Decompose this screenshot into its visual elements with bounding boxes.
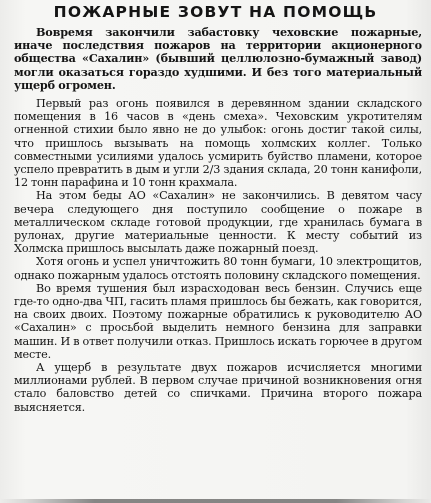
article-paragraph: Первый раз огонь появился в деревянном здании складского помещения в 16 часов в «день смеха». Чеховским укротителям огненной стихии было явно не до улыбок: огонь достиг такой силы, что пришлось вызывать на помощь холмских коллег. Только совместными усилиями удалось усмирить буйство пламени, которое успело превратить в дым и угли 2/3 здания склада, 20 тонн канифоли, 12 тонн парафина и 10 тонн крахмала. bbox=[14, 97, 422, 190]
article-paragraph: Хотя огонь и успел уничтожить 80 тонн бумаги, 10 электрощитов, однако пожарным удалось отстоять половину складского помещения. bbox=[14, 255, 422, 282]
article-headline: ПОЖАРНЫЕ ЗОВУТ НА ПОМОЩЬ bbox=[53, 3, 378, 21]
article-body bbox=[0, 22, 431, 414]
next-article-edge bbox=[0, 499, 431, 503]
article-paragraph: А ущерб в результате двух пожаров исчисляется многими миллионами рублей. В первом случае причиной возникновения огня стало баловство детей со спичками. Причина второго пожара выясняется. bbox=[14, 361, 422, 414]
article-paragraph: Во время тушения был израсходован весь бензин. Случись еще где-то одно-два ЧП, гасить пламя пришлось бы бежать, как говорится, на своих двоих. Поэтому пожарные обратились к руководителю АО «Сахалин» с просьбой выделить немного бензина для заправки машин. И в ответ получили отказ. Пришлось искать горючее в другом месте. bbox=[14, 281, 422, 361]
article-paragraph: На этом беды АО «Сахалин» не закончились. В девятом часу вечера следующего дня поступило сообщение о пожаре в металлическом складе готовой продукции, где хранилась бумага в рулонах, другие материальные ценности. К месту событий из Холмска пришлось высылать даже пожарный поезд. bbox=[14, 189, 422, 256]
lead-paragraph bbox=[14, 26, 422, 92]
lead-paragraph-text: Вовремя закончили забастовку чеховские пожарные, иначе последствия пожаров на территории акционерного общества «Сахалин» (бывший целлюлозно-бумажный завод) могли оказаться гораздо худшими. И без того материальный ущерб огромен. bbox=[14, 25, 422, 92]
